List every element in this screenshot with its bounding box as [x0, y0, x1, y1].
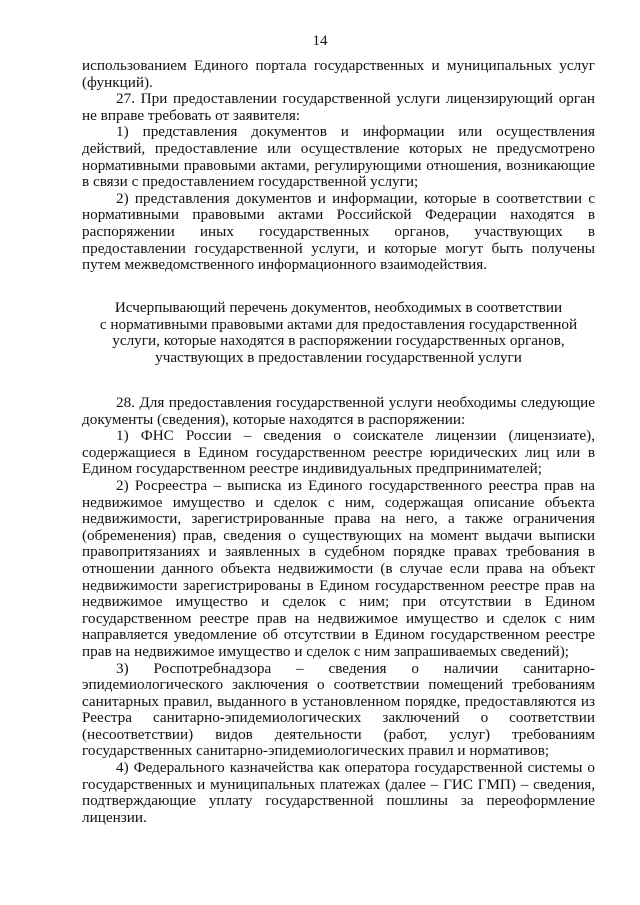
- bottom-text-block: [82, 395, 595, 826]
- heading-line: услуги, которые находятся в распоряжении государственных органов,: [112, 332, 565, 350]
- page-number: 14: [312, 33, 328, 49]
- paragraph-27: 27. При предоставлении государственной услуги лицензирующий орган не вправе требовать от заявителя:: [82, 90, 595, 124]
- top-text-block: [82, 58, 595, 274]
- paragraph-28: 28. Для предоставления государственной услуги необходимы следующие документы (сведения), которые находятся в распоряжении:: [82, 394, 595, 428]
- paragraph-27-item-2: 2) представления документов и информации, которые в соответствии с нормативными правовыми актами Российской Федерации находятся в распоряжении иных государственных органов, участвующих в предоставлении государственной услуги, и которые могут быть получены путем межведомственного информационного взаимодействия.: [82, 189, 595, 274]
- paragraph-portal-continuation: использованием Единого портала государственных и муниципальных услуг (функций).: [82, 57, 595, 91]
- paragraph-27-item-1: 1) представления документов и информации или осуществления действий, предоставление или осуществление которых не предусмотрено нормативными правовыми актами, регулирующими отношения, возникающие в связи с предоставлением государственной услуги;: [82, 123, 595, 191]
- paragraph-28-item-1: 1) ФНС России – сведения о соискателе лицензии (лицензиате), содержащиеся в Едином государственном реестре юридических лиц или в Едином государственном реестре индивидуальных предпринимателей;: [82, 427, 595, 478]
- heading-line: участвующих в предоставлении государственной услуги: [155, 348, 522, 366]
- heading-line: с нормативными правовыми актами для предоставления государственной: [99, 315, 578, 333]
- paragraph-28-item-4: 4) Федерального казначейства как оператора государственной системы о государственных и муниципальных платежах (далее – ГИС ГМП) – сведения, подтверждающие уплату государственной пошлины за переоформление лицензии.: [82, 759, 595, 826]
- paragraph-28-item-2: 2) Росреестра – выписка из Единого государственного реестра прав на недвижимое имущество и сделок с ним, содержащая описание объекта недвижимости, зарегистрированные права на него, а также ограничения (обременения) прав, сведения о существующих на момент выдачи выписки правопритязаниях и заявленных в судебном порядке правах требования в отношении данного объекта недвижимости (в случае если права на объект недвижимости зарегистрированы в Едином государственном реестре прав на недвижимое имущество и сделок с ним; при отсутствии в Едином государственном реестре прав на недвижимое имущество и сделок с ним направляется уведомление об отсутствии в Едином государственном реестре прав на недвижимое имущество и сделок с ним запрашиваемых сведений);: [82, 476, 595, 660]
- section-heading: [82, 300, 595, 366]
- paragraph-28-item-3: 3) Роспотребнадзора – сведения о наличии санитарно-эпидемиологического заключения о соответствии помещений требованиям санитарных правил, выданного в установленном порядке, предоставляются из Реестра санитарно-эпидемиологических заключений о соответствии (несоответствии) видов деятельности (работ, услуг) требованиям государственных санитарно-эпидемиологических правил и нормативов;: [82, 659, 595, 760]
- heading-line: Исчерпывающий перечень документов, необходимых в соответствии: [114, 299, 563, 316]
